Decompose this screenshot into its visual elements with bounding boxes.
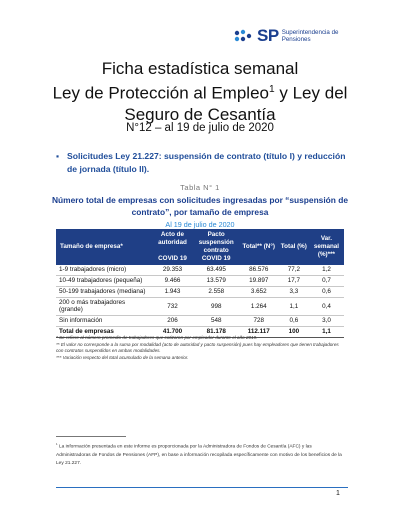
- footnote-divider: [56, 436, 126, 437]
- page-footer-line: [56, 487, 348, 488]
- logo-brand: SP: [257, 26, 279, 45]
- table-title: Número total de empresas con solicitudes ingresadas por “suspensión de contrato”, por tamaño de empresa: [52, 195, 348, 217]
- page-number: 1: [336, 490, 340, 497]
- note-2: ** El valor no corresponde a la suma por modalidad (acto de autoridad y pacto suspensión) pues hay empleadores que tienen trabajadores con contratos suspendidos en ambas modalidades.: [56, 341, 339, 354]
- logo: [233, 26, 338, 46]
- header-acto: Acto de autoridad COVID 19: [151, 229, 193, 265]
- table-row: 10-49 trabajadores (pequeña) 9.466 13.579 19.897 17,7 0,7: [56, 275, 344, 286]
- logo-text: Superintendencia de Pensiones: [281, 29, 339, 43]
- table-row: 200 o más trabajadores (grande) 732 998 1.264 1,1 0,4: [56, 297, 344, 315]
- section-heading-text: Solicitudes Ley 21.227: suspensión de contrato (título I) y reducción de jornada (título II).: [67, 151, 346, 174]
- logo-mark-icon: [233, 29, 255, 43]
- table-notes: [56, 335, 346, 361]
- header-pacto: Pacto suspensión contrato COVID 19: [194, 229, 239, 265]
- data-table: [56, 229, 344, 338]
- table-header-row: [56, 229, 344, 265]
- bullet-icon: ▪: [56, 151, 60, 161]
- table-total-row: Total de empresas 41.700 81.178 112.117 100 1,1: [56, 326, 344, 337]
- page-title: Ficha estadística semanal Ley de Protección al Empleo$^1$ y Ley del Seguro de Cesantía: [52, 59, 348, 124]
- table-caption: Tabla N° 1: [180, 183, 220, 192]
- header-var: Var. semanal (%)***: [309, 229, 344, 265]
- header-total: Total** (N°): [239, 229, 279, 265]
- table-date: Al 19 de julio de 2020: [165, 220, 235, 229]
- table-row: Sin información 206 548 728 0,6 3,0: [56, 316, 344, 327]
- table-row: 1-9 trabajadores (micro) 29.353 63.495 86.576 77,2 1,2: [56, 265, 344, 275]
- note-1: * Se refiere al número promedio de trabajadores que cotizaron por empleador durante el año 2019.: [56, 335, 258, 340]
- section-heading: [56, 150, 356, 175]
- header-pct: Total (%): [279, 229, 309, 265]
- footnote: $^1$ La información presentada en este informe es proporcionada por la Administradora de Fondos de Cesantía (AFC) y las Administradoras de Fondos de Pensiones (AFP), en base a información recopilada específicamente con motivo de los beneficios de la Ley 21.227.: [56, 442, 342, 466]
- note-3: *** Variación respecto del total acumulado de la semana anterior.: [56, 354, 189, 360]
- report-subtitle: N°12 – al 19 de julio de 2020: [126, 122, 274, 134]
- table-row: 50-199 trabajadores (mediana) 1.943 2.558 3.652 3,3 0,6: [56, 286, 344, 297]
- header-size: Tamaño de empresa*: [56, 229, 151, 265]
